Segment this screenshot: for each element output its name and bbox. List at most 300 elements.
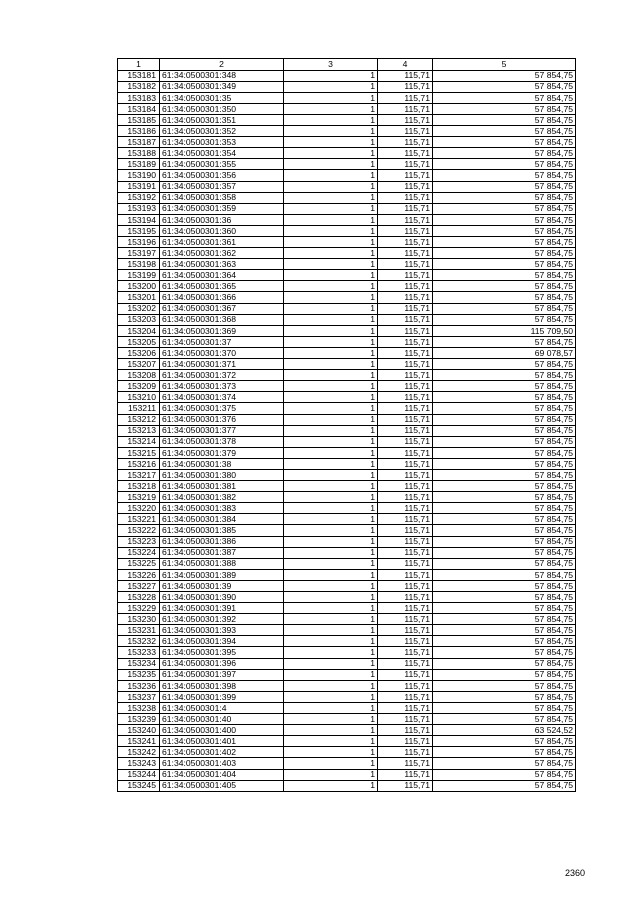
- cadastral-number-cell: 61:34:0500301:387: [160, 547, 284, 558]
- table-row: [118, 248, 576, 259]
- area-cell: 115,71: [378, 580, 433, 591]
- row-number-cell: 153232: [118, 636, 160, 647]
- quantity-cell: 1: [284, 691, 378, 702]
- row-number-cell: 153205: [118, 336, 160, 347]
- row-number-cell: 153222: [118, 525, 160, 536]
- row-number-cell: 153230: [118, 614, 160, 625]
- cadastral-number-cell: 61:34:0500301:366: [160, 292, 284, 303]
- area-cell: 115,71: [378, 248, 433, 259]
- table-row: [118, 414, 576, 425]
- value-cell: 57 854,75: [433, 225, 576, 236]
- value-cell: 57 854,75: [433, 81, 576, 92]
- row-number-cell: 153227: [118, 580, 160, 591]
- quantity-cell: 1: [284, 436, 378, 447]
- quantity-cell: 1: [284, 469, 378, 480]
- cadastral-number-cell: 61:34:0500301:372: [160, 370, 284, 381]
- cadastral-number-cell: 61:34:0500301:383: [160, 503, 284, 514]
- area-cell: 115,71: [378, 381, 433, 392]
- table-body: [118, 70, 576, 791]
- value-cell: 57 854,75: [433, 214, 576, 225]
- row-number-cell: 153202: [118, 303, 160, 314]
- value-cell: 57 854,75: [433, 70, 576, 81]
- value-cell: 57 854,75: [433, 370, 576, 381]
- area-cell: 115,71: [378, 469, 433, 480]
- cadastral-number-cell: 61:34:0500301:362: [160, 248, 284, 259]
- value-cell: 57 854,75: [433, 281, 576, 292]
- area-cell: 115,71: [378, 270, 433, 281]
- cadastral-number-cell: 61:34:0500301:398: [160, 680, 284, 691]
- quantity-cell: 1: [284, 503, 378, 514]
- table-row: [118, 159, 576, 170]
- area-cell: 115,71: [378, 736, 433, 747]
- row-number-cell: 153238: [118, 702, 160, 713]
- quantity-cell: 1: [284, 137, 378, 148]
- table-row: [118, 725, 576, 736]
- area-cell: 115,71: [378, 114, 433, 125]
- table-row: [118, 592, 576, 603]
- cadastral-number-cell: 61:34:0500301:389: [160, 569, 284, 580]
- quantity-cell: 1: [284, 259, 378, 270]
- cadastral-number-cell: 61:34:0500301:355: [160, 159, 284, 170]
- area-cell: 115,71: [378, 658, 433, 669]
- area-cell: 115,71: [378, 403, 433, 414]
- cadastral-number-cell: 61:34:0500301:378: [160, 436, 284, 447]
- value-cell: 57 854,75: [433, 436, 576, 447]
- cadastral-number-cell: 61:34:0500301:399: [160, 691, 284, 702]
- cadastral-number-cell: 61:34:0500301:392: [160, 614, 284, 625]
- area-cell: 115,71: [378, 547, 433, 558]
- value-cell: 57 854,75: [433, 647, 576, 658]
- value-cell: 57 854,75: [433, 92, 576, 103]
- row-number-cell: 153186: [118, 126, 160, 137]
- value-cell: 57 854,75: [433, 747, 576, 758]
- quantity-cell: 1: [284, 636, 378, 647]
- quantity-cell: 1: [284, 758, 378, 769]
- quantity-cell: 1: [284, 347, 378, 358]
- table-row: [118, 126, 576, 137]
- cadastral-number-cell: 61:34:0500301:352: [160, 126, 284, 137]
- area-cell: 115,71: [378, 214, 433, 225]
- value-cell: 57 854,75: [433, 259, 576, 270]
- row-number-cell: 153220: [118, 503, 160, 514]
- row-number-cell: 153239: [118, 714, 160, 725]
- table-row: [118, 103, 576, 114]
- column-header-2: 2: [160, 59, 284, 71]
- column-header-5: 5: [433, 59, 576, 71]
- table-row: [118, 669, 576, 680]
- area-cell: 115,71: [378, 325, 433, 336]
- area-cell: 115,71: [378, 81, 433, 92]
- value-cell: 63 524,52: [433, 725, 576, 736]
- row-number-cell: 153197: [118, 248, 160, 259]
- area-cell: 115,71: [378, 569, 433, 580]
- quantity-cell: 1: [284, 736, 378, 747]
- row-number-cell: 153193: [118, 203, 160, 214]
- cadastral-number-cell: 61:34:0500301:350: [160, 103, 284, 114]
- row-number-cell: 153195: [118, 225, 160, 236]
- value-cell: 57 854,75: [433, 126, 576, 137]
- value-cell: 57 854,75: [433, 414, 576, 425]
- cadastral-number-cell: 61:34:0500301:351: [160, 114, 284, 125]
- cadastral-number-cell: 61:34:0500301:365: [160, 281, 284, 292]
- quantity-cell: 1: [284, 647, 378, 658]
- table-row: [118, 714, 576, 725]
- row-number-cell: 153219: [118, 492, 160, 503]
- value-cell: 57 854,75: [433, 469, 576, 480]
- row-number-cell: 153187: [118, 137, 160, 148]
- value-cell: 57 854,75: [433, 547, 576, 558]
- table-row: [118, 70, 576, 81]
- cadastral-number-cell: 61:34:0500301:38: [160, 458, 284, 469]
- value-cell: 57 854,75: [433, 525, 576, 536]
- cadastral-number-cell: 61:34:0500301:379: [160, 447, 284, 458]
- row-number-cell: 153224: [118, 547, 160, 558]
- cadastral-number-cell: 61:34:0500301:36: [160, 214, 284, 225]
- quantity-cell: 1: [284, 292, 378, 303]
- value-cell: 57 854,75: [433, 114, 576, 125]
- row-number-cell: 153218: [118, 481, 160, 492]
- row-number-cell: 153215: [118, 447, 160, 458]
- area-cell: 115,71: [378, 70, 433, 81]
- row-number-cell: 153192: [118, 192, 160, 203]
- cadastral-number-cell: 61:34:0500301:368: [160, 314, 284, 325]
- cadastral-number-cell: 61:34:0500301:404: [160, 769, 284, 780]
- cadastral-number-cell: 61:34:0500301:390: [160, 592, 284, 603]
- table-row: [118, 170, 576, 181]
- cadastral-number-cell: 61:34:0500301:360: [160, 225, 284, 236]
- area-cell: 115,71: [378, 614, 433, 625]
- area-cell: 115,71: [378, 336, 433, 347]
- area-cell: 115,71: [378, 714, 433, 725]
- table-row: [118, 558, 576, 569]
- area-cell: 115,71: [378, 747, 433, 758]
- area-cell: 115,71: [378, 669, 433, 680]
- cadastral-number-cell: 61:34:0500301:380: [160, 469, 284, 480]
- quantity-cell: 1: [284, 370, 378, 381]
- quantity-cell: 1: [284, 725, 378, 736]
- table-row: [118, 658, 576, 669]
- row-number-cell: 153241: [118, 736, 160, 747]
- quantity-cell: 1: [284, 481, 378, 492]
- quantity-cell: 1: [284, 114, 378, 125]
- table-row: [118, 614, 576, 625]
- area-cell: 115,71: [378, 159, 433, 170]
- cadastral-number-cell: 61:34:0500301:386: [160, 536, 284, 547]
- area-cell: 115,71: [378, 392, 433, 403]
- value-cell: 57 854,75: [433, 658, 576, 669]
- table-row: [118, 214, 576, 225]
- value-cell: 57 854,75: [433, 558, 576, 569]
- value-cell: 57 854,75: [433, 603, 576, 614]
- header-row: [118, 59, 576, 71]
- table-row: [118, 736, 576, 747]
- value-cell: 57 854,75: [433, 292, 576, 303]
- cadastral-number-cell: 61:34:0500301:371: [160, 359, 284, 370]
- area-cell: 115,71: [378, 514, 433, 525]
- value-cell: 57 854,75: [433, 769, 576, 780]
- row-number-cell: 153207: [118, 359, 160, 370]
- table-row: [118, 303, 576, 314]
- table-row: [118, 569, 576, 580]
- value-cell: 57 854,75: [433, 359, 576, 370]
- cadastral-number-cell: 61:34:0500301:391: [160, 603, 284, 614]
- table-row: [118, 292, 576, 303]
- value-cell: 57 854,75: [433, 192, 576, 203]
- quantity-cell: 1: [284, 92, 378, 103]
- quantity-cell: 1: [284, 281, 378, 292]
- column-header-1: 1: [118, 59, 160, 71]
- column-header-4: 4: [378, 59, 433, 71]
- row-number-cell: 153216: [118, 458, 160, 469]
- quantity-cell: 1: [284, 359, 378, 370]
- area-cell: 115,71: [378, 414, 433, 425]
- value-cell: 57 854,75: [433, 492, 576, 503]
- value-cell: 57 854,75: [433, 148, 576, 159]
- cadastral-number-cell: 61:34:0500301:364: [160, 270, 284, 281]
- row-number-cell: 153188: [118, 148, 160, 159]
- table-row: [118, 469, 576, 480]
- area-cell: 115,71: [378, 237, 433, 248]
- value-cell: 57 854,75: [433, 702, 576, 713]
- cadastral-number-cell: 61:34:0500301:400: [160, 725, 284, 736]
- value-cell: 57 854,75: [433, 270, 576, 281]
- table-row: [118, 514, 576, 525]
- table-row: [118, 314, 576, 325]
- area-cell: 115,71: [378, 458, 433, 469]
- cadastral-number-cell: 61:34:0500301:394: [160, 636, 284, 647]
- table-row: [118, 347, 576, 358]
- row-number-cell: 153221: [118, 514, 160, 525]
- row-number-cell: 153242: [118, 747, 160, 758]
- table-row: [118, 481, 576, 492]
- table-row: [118, 625, 576, 636]
- quantity-cell: 1: [284, 425, 378, 436]
- row-number-cell: 153181: [118, 70, 160, 81]
- value-cell: 57 854,75: [433, 203, 576, 214]
- quantity-cell: 1: [284, 580, 378, 591]
- area-cell: 115,71: [378, 314, 433, 325]
- table-row: [118, 325, 576, 336]
- cadastral-number-cell: 61:34:0500301:40: [160, 714, 284, 725]
- area-cell: 115,71: [378, 359, 433, 370]
- area-cell: 115,71: [378, 725, 433, 736]
- value-cell: 57 854,75: [433, 159, 576, 170]
- value-cell: 57 854,75: [433, 481, 576, 492]
- area-cell: 115,71: [378, 92, 433, 103]
- row-number-cell: 153194: [118, 214, 160, 225]
- quantity-cell: 1: [284, 702, 378, 713]
- row-number-cell: 153213: [118, 425, 160, 436]
- value-cell: 57 854,75: [433, 669, 576, 680]
- area-cell: 115,71: [378, 647, 433, 658]
- table-row: [118, 636, 576, 647]
- row-number-cell: 153209: [118, 381, 160, 392]
- value-cell: 57 854,75: [433, 691, 576, 702]
- cadastral-number-cell: 61:34:0500301:358: [160, 192, 284, 203]
- value-cell: 57 854,75: [433, 758, 576, 769]
- row-number-cell: 153196: [118, 237, 160, 248]
- quantity-cell: 1: [284, 569, 378, 580]
- value-cell: 57 854,75: [433, 447, 576, 458]
- value-cell: 57 854,75: [433, 425, 576, 436]
- cadastral-number-cell: 61:34:0500301:39: [160, 580, 284, 591]
- value-cell: 115 709,50: [433, 325, 576, 336]
- area-cell: 115,71: [378, 436, 433, 447]
- cadastral-number-cell: 61:34:0500301:349: [160, 81, 284, 92]
- cadastral-number-cell: 61:34:0500301:402: [160, 747, 284, 758]
- table-row: [118, 447, 576, 458]
- row-number-cell: 153182: [118, 81, 160, 92]
- table-row: [118, 647, 576, 658]
- table-row: [118, 370, 576, 381]
- area-cell: 115,71: [378, 636, 433, 647]
- table-row: [118, 580, 576, 591]
- cadastral-number-cell: 61:34:0500301:395: [160, 647, 284, 658]
- value-cell: 57 854,75: [433, 403, 576, 414]
- quantity-cell: 1: [284, 536, 378, 547]
- row-number-cell: 153199: [118, 270, 160, 281]
- table-row: [118, 225, 576, 236]
- area-cell: 115,71: [378, 103, 433, 114]
- row-number-cell: 153231: [118, 625, 160, 636]
- quantity-cell: 1: [284, 203, 378, 214]
- cadastral-number-cell: 61:34:0500301:363: [160, 259, 284, 270]
- row-number-cell: 153245: [118, 780, 160, 791]
- value-cell: 57 854,75: [433, 381, 576, 392]
- cadastral-number-cell: 61:34:0500301:377: [160, 425, 284, 436]
- row-number-cell: 153200: [118, 281, 160, 292]
- area-cell: 115,71: [378, 680, 433, 691]
- table-row: [118, 148, 576, 159]
- area-cell: 115,71: [378, 137, 433, 148]
- table-row: [118, 281, 576, 292]
- cadastral-number-cell: 61:34:0500301:393: [160, 625, 284, 636]
- quantity-cell: 1: [284, 325, 378, 336]
- table-row: [118, 403, 576, 414]
- row-number-cell: 153206: [118, 347, 160, 358]
- table-row: [118, 769, 576, 780]
- area-cell: 115,71: [378, 181, 433, 192]
- row-number-cell: 153243: [118, 758, 160, 769]
- row-number-cell: 153184: [118, 103, 160, 114]
- table-row: [118, 525, 576, 536]
- area-cell: 115,71: [378, 292, 433, 303]
- row-number-cell: 153229: [118, 603, 160, 614]
- table-row: [118, 203, 576, 214]
- cadastral-number-cell: 61:34:0500301:370: [160, 347, 284, 358]
- table-row: [118, 436, 576, 447]
- quantity-cell: 1: [284, 392, 378, 403]
- quantity-cell: 1: [284, 381, 378, 392]
- table-row: [118, 137, 576, 148]
- quantity-cell: 1: [284, 214, 378, 225]
- row-number-cell: 153210: [118, 392, 160, 403]
- row-number-cell: 153237: [118, 691, 160, 702]
- cadastral-number-cell: 61:34:0500301:403: [160, 758, 284, 769]
- cadastral-number-cell: 61:34:0500301:382: [160, 492, 284, 503]
- cadastral-number-cell: 61:34:0500301:388: [160, 558, 284, 569]
- quantity-cell: 1: [284, 669, 378, 680]
- value-cell: 57 854,75: [433, 314, 576, 325]
- quantity-cell: 1: [284, 769, 378, 780]
- quantity-cell: 1: [284, 447, 378, 458]
- quantity-cell: 1: [284, 558, 378, 569]
- quantity-cell: 1: [284, 237, 378, 248]
- area-cell: 115,71: [378, 259, 433, 270]
- cadastral-number-cell: 61:34:0500301:381: [160, 481, 284, 492]
- table-row: [118, 492, 576, 503]
- area-cell: 115,71: [378, 225, 433, 236]
- value-cell: 57 854,75: [433, 503, 576, 514]
- value-cell: 57 854,75: [433, 780, 576, 791]
- cadastral-number-cell: 61:34:0500301:373: [160, 381, 284, 392]
- area-cell: 115,71: [378, 702, 433, 713]
- value-cell: 57 854,75: [433, 625, 576, 636]
- row-number-cell: 153236: [118, 680, 160, 691]
- row-number-cell: 153234: [118, 658, 160, 669]
- row-number-cell: 153204: [118, 325, 160, 336]
- quantity-cell: 1: [284, 148, 378, 159]
- table-row: [118, 503, 576, 514]
- cadastral-number-cell: 61:34:0500301:375: [160, 403, 284, 414]
- table-row: [118, 547, 576, 558]
- cadastral-number-cell: 61:34:0500301:397: [160, 669, 284, 680]
- value-cell: 57 854,75: [433, 303, 576, 314]
- quantity-cell: 1: [284, 303, 378, 314]
- row-number-cell: 153198: [118, 259, 160, 270]
- area-cell: 115,71: [378, 425, 433, 436]
- row-number-cell: 153185: [118, 114, 160, 125]
- area-cell: 115,71: [378, 603, 433, 614]
- value-cell: 57 854,75: [433, 614, 576, 625]
- area-cell: 115,71: [378, 281, 433, 292]
- quantity-cell: 1: [284, 492, 378, 503]
- table-row: [118, 81, 576, 92]
- quantity-cell: 1: [284, 614, 378, 625]
- value-cell: 57 854,75: [433, 714, 576, 725]
- cadastral-number-cell: 61:34:0500301:385: [160, 525, 284, 536]
- page-number: 2360: [565, 868, 586, 878]
- value-cell: 57 854,75: [433, 170, 576, 181]
- table-row: [118, 425, 576, 436]
- row-number-cell: 153212: [118, 414, 160, 425]
- area-cell: 115,71: [378, 148, 433, 159]
- area-cell: 115,71: [378, 592, 433, 603]
- quantity-cell: 1: [284, 747, 378, 758]
- table-row: [118, 680, 576, 691]
- quantity-cell: 1: [284, 225, 378, 236]
- row-number-cell: 153189: [118, 159, 160, 170]
- quantity-cell: 1: [284, 248, 378, 259]
- value-cell: 57 854,75: [433, 181, 576, 192]
- row-number-cell: 153203: [118, 314, 160, 325]
- table-row: [118, 702, 576, 713]
- quantity-cell: 1: [284, 403, 378, 414]
- quantity-cell: 1: [284, 181, 378, 192]
- quantity-cell: 1: [284, 314, 378, 325]
- quantity-cell: 1: [284, 170, 378, 181]
- area-cell: 115,71: [378, 758, 433, 769]
- area-cell: 115,71: [378, 303, 433, 314]
- table-row: [118, 381, 576, 392]
- cadastral-number-cell: 61:34:0500301:384: [160, 514, 284, 525]
- row-number-cell: 153183: [118, 92, 160, 103]
- cadastral-number-cell: 61:34:0500301:37: [160, 336, 284, 347]
- area-cell: 115,71: [378, 769, 433, 780]
- cadastral-number-cell: 61:34:0500301:401: [160, 736, 284, 747]
- quantity-cell: 1: [284, 192, 378, 203]
- value-cell: 69 078,57: [433, 347, 576, 358]
